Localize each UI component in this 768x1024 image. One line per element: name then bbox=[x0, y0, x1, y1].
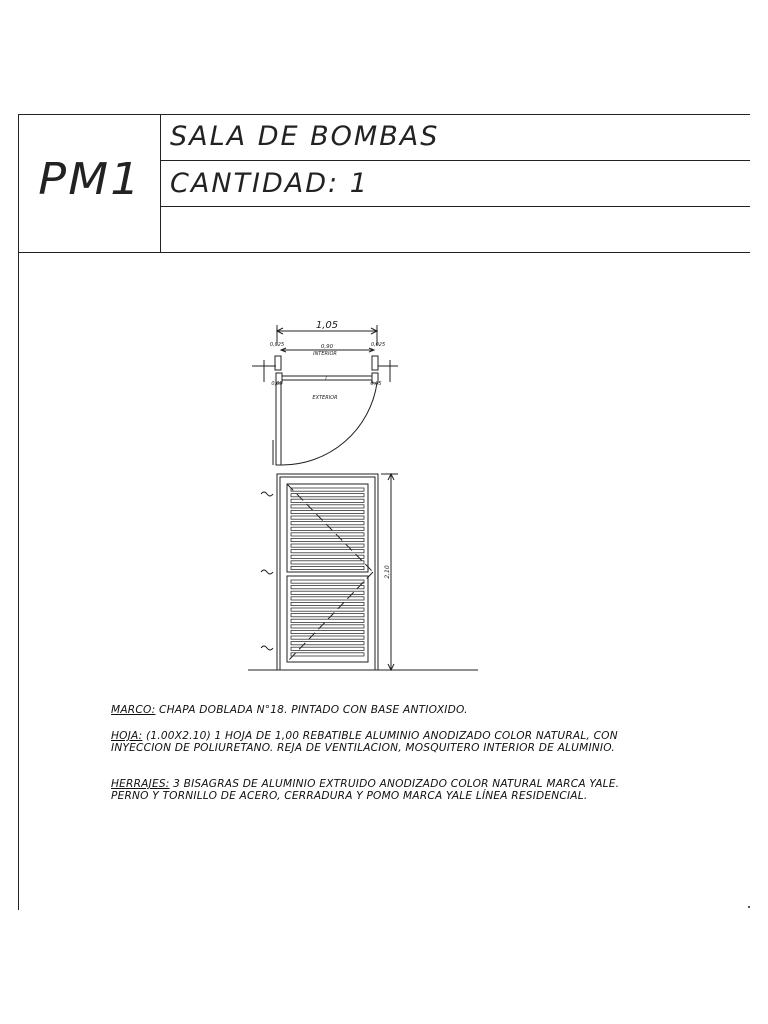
louver-slat-23 bbox=[291, 619, 364, 622]
louver-slat-28 bbox=[291, 647, 364, 650]
louver-slat-15 bbox=[291, 566, 364, 569]
louver-slat-10 bbox=[291, 538, 364, 541]
overall-width-label: 1,05 bbox=[315, 320, 339, 331]
louver-slat-26 bbox=[291, 636, 364, 639]
louver-slat-29 bbox=[291, 653, 364, 656]
louver-slat-12 bbox=[291, 550, 364, 553]
hinge-symbols bbox=[261, 492, 273, 650]
louver-slat-2 bbox=[291, 494, 364, 497]
interior-label: INTERIOR bbox=[313, 351, 337, 357]
louver-slat-1 bbox=[291, 488, 364, 491]
hinge-symbol-3 bbox=[261, 646, 273, 650]
spec-herrajes-key: HERRAJES: bbox=[111, 778, 170, 790]
elevation-view bbox=[248, 474, 478, 670]
louver-slat-13 bbox=[291, 555, 364, 558]
jamb-right-top-label: 0,025 bbox=[370, 342, 386, 348]
door-code: PM1 bbox=[38, 154, 142, 205]
spec-hoja-text: (1.00X2.10) 1 HOJA DE 1,00 REBATIBLE ALUMINIO ANODIZADO COLOR NATURAL, CON INYECCION DE POLIURETANO. REJA DE VENTILACION, MOSQUITERO INTERIOR DE ALUMINIO. bbox=[111, 730, 618, 754]
louver-slat-9 bbox=[291, 533, 364, 536]
louver-slat-7 bbox=[291, 522, 364, 525]
louver-slat-27 bbox=[291, 642, 364, 645]
louver-slat-20 bbox=[291, 602, 364, 605]
exterior-label: EXTERIOR bbox=[312, 395, 338, 401]
louver-slat-19 bbox=[291, 597, 364, 600]
hinge-symbol-2 bbox=[261, 570, 273, 574]
jamb-left-top-label: 0,025 bbox=[269, 342, 285, 348]
spec-herrajes-text: 3 BISAGRAS DE ALUMINIO EXTRUIDO ANODIZADO COLOR NATURAL MARCA YALE. PERNO Y TORNILLO DE ACERO, CERRADURA Y POMO MARCA YALE LÍNEA RESIDENCIAL. bbox=[111, 778, 620, 802]
louver-slat-24 bbox=[291, 625, 364, 628]
jamb-left-bottom-label: 0,05 bbox=[271, 381, 283, 387]
louver-slat-16 bbox=[291, 580, 364, 583]
louver-slat-21 bbox=[291, 608, 364, 611]
louver-slat-4 bbox=[291, 505, 364, 508]
spec-hoja bbox=[111, 730, 631, 754]
louver-slat-6 bbox=[291, 516, 364, 519]
corner-mark bbox=[748, 906, 750, 908]
louver-slat-14 bbox=[291, 561, 364, 564]
interior-width-label: 0,90 bbox=[320, 344, 334, 350]
louver-slat-8 bbox=[291, 527, 364, 530]
door-leaf-open bbox=[276, 383, 281, 465]
louver-slat-25 bbox=[291, 630, 364, 633]
leaf-number-label: 1 bbox=[324, 376, 328, 382]
louver-slat-22 bbox=[291, 614, 364, 617]
height-label: 2,10 bbox=[384, 565, 391, 579]
spec-marco-key: MARCO: bbox=[111, 704, 156, 716]
jamb-left-top bbox=[275, 356, 281, 370]
door-quantity: CANTIDAD: 1 bbox=[170, 168, 369, 199]
door-frame-inner bbox=[280, 477, 375, 670]
door-location: SALA DE BOMBAS bbox=[170, 121, 440, 152]
louver-slat-11 bbox=[291, 544, 364, 547]
louver-slat-5 bbox=[291, 510, 364, 513]
spec-marco-text: CHAPA DOBLADA N°18. PINTADO CON BASE ANTIOXIDO. bbox=[155, 704, 468, 716]
spec-hoja-key: HOJA: bbox=[111, 730, 143, 742]
spec-marco bbox=[111, 704, 631, 716]
hinge-symbol-1 bbox=[261, 492, 273, 496]
jamb-right-bottom-label: 0,05 bbox=[370, 381, 382, 387]
louver-slat-17 bbox=[291, 586, 364, 589]
spec-herrajes bbox=[111, 778, 631, 802]
jamb-right-top bbox=[372, 356, 378, 370]
